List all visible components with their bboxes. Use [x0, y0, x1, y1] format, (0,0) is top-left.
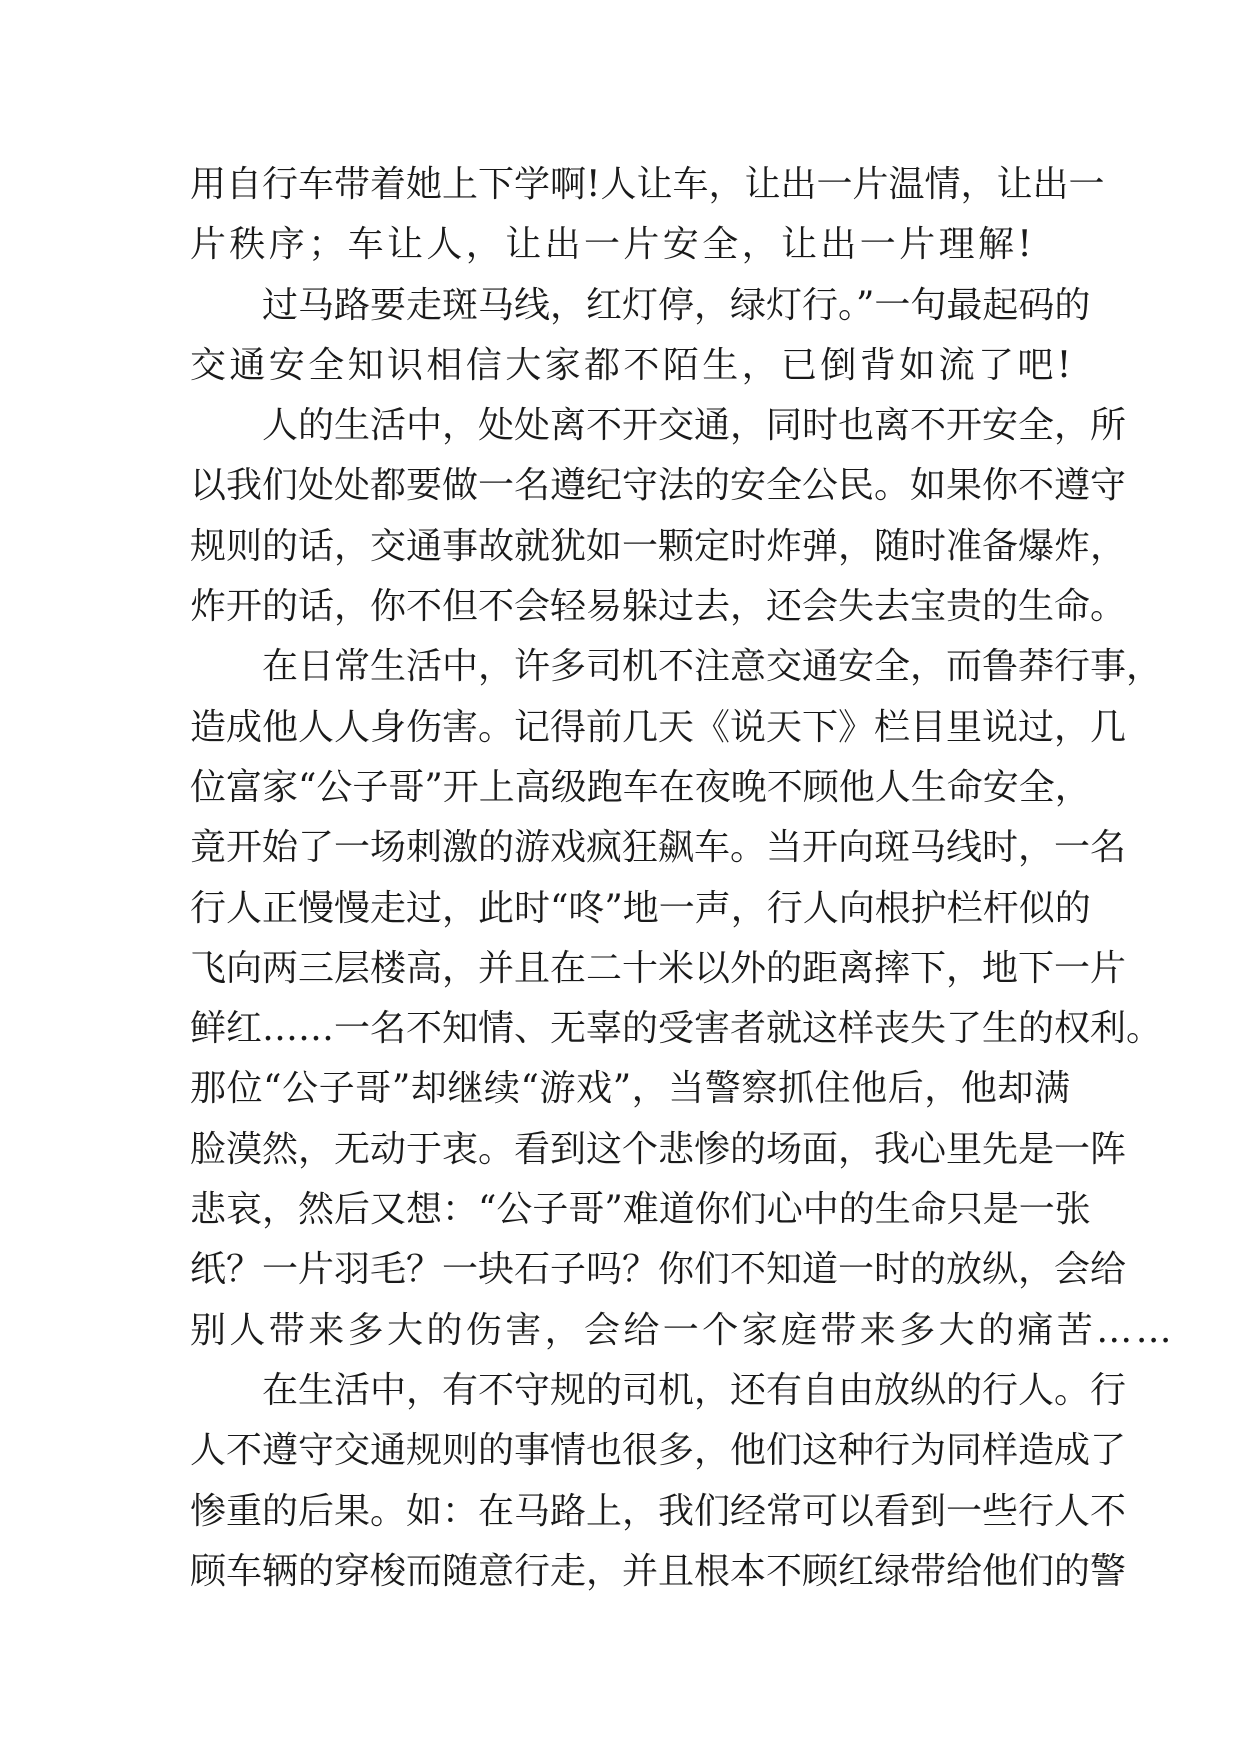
text-line: 行人正慢慢走过，此时“咚”地一声，行人向根护栏杆似的 [190, 887, 1091, 929]
text-line: 惨重的后果。如：在马路上，我们经常可以看到一些行人不 [190, 1490, 1127, 1532]
text-line: 过马路要走斑马线，红灯停，绿灯行。”一句最起码的 [262, 284, 1091, 326]
text-line: 以我们处处都要做一名遵纪守法的安全公民。如果你不遵守 [190, 465, 1127, 507]
text-line: 交通安全知识相信大家都不陌生，已倒背如流了吧! [190, 344, 1075, 386]
text-line: 竟开始了一场刺激的游戏疯狂飙车。当开向斑马线时，一名 [190, 827, 1127, 869]
text-line: 在生活中，有不守规的司机，还有自由放纵的行人。行 [262, 1369, 1127, 1411]
text-line: 规则的话，交通事故就犹如一颗定时炸弹，随时准备爆炸， [190, 525, 1127, 567]
text-line: 用自行车带着她上下学啊!人让车，让出一片温情，让出一 [190, 164, 1105, 205]
text-line: 别人带来多大的伤害，会给一个家庭带来多大的痛苦…… [190, 1309, 1176, 1351]
text-line: 人的生活中，处处离不开交通，同时也离不开安全，所 [262, 405, 1127, 447]
text-line: 脸漠然，无动于衷。看到这个悲惨的场面，我心里先是一阵 [190, 1128, 1127, 1170]
text-line: 纸？一片羽毛？一块石子吗？你们不知道一时的放纵，会给 [190, 1249, 1127, 1291]
body-text [190, 155, 1176, 1602]
text-line: 人不遵守交通规则的事情也很多，他们这种行为同样造成了 [190, 1430, 1127, 1472]
text-line: 悲哀，然后又想：“公子哥”难道你们心中的生命只是一张 [190, 1189, 1091, 1231]
text-line: 片秩序；车让人，让出一片安全，让出一片理解! [190, 224, 1036, 266]
text-line: 那位“公子哥”却继续“游戏”，当警察抓住他后，他却满 [190, 1068, 1070, 1110]
text-line: 炸开的话，你不但不会轻易躲过去，还会失去宝贵的生命。 [190, 586, 1127, 628]
text-line: 飞向两三层楼高，并且在二十米以外的距离摔下，地下一片 [190, 947, 1127, 989]
text-line: 顾车辆的穿梭而随意行走，并且根本不顾红绿带给他们的警 [190, 1550, 1127, 1592]
text-line: 造成他人人身伤害。记得前几天《说天下》栏目里说过，几 [190, 706, 1127, 748]
text-line: 在日常生活中，许多司机不注意交通安全，而鲁莽行事， [262, 646, 1163, 688]
text-line: 鲜红……一名不知情、无辜的受害者就这样丧失了生的权利。 [190, 1008, 1163, 1050]
text-line: 位富家“公子哥”开上高级跑车在夜晚不顾他人生命安全， [190, 766, 1091, 808]
